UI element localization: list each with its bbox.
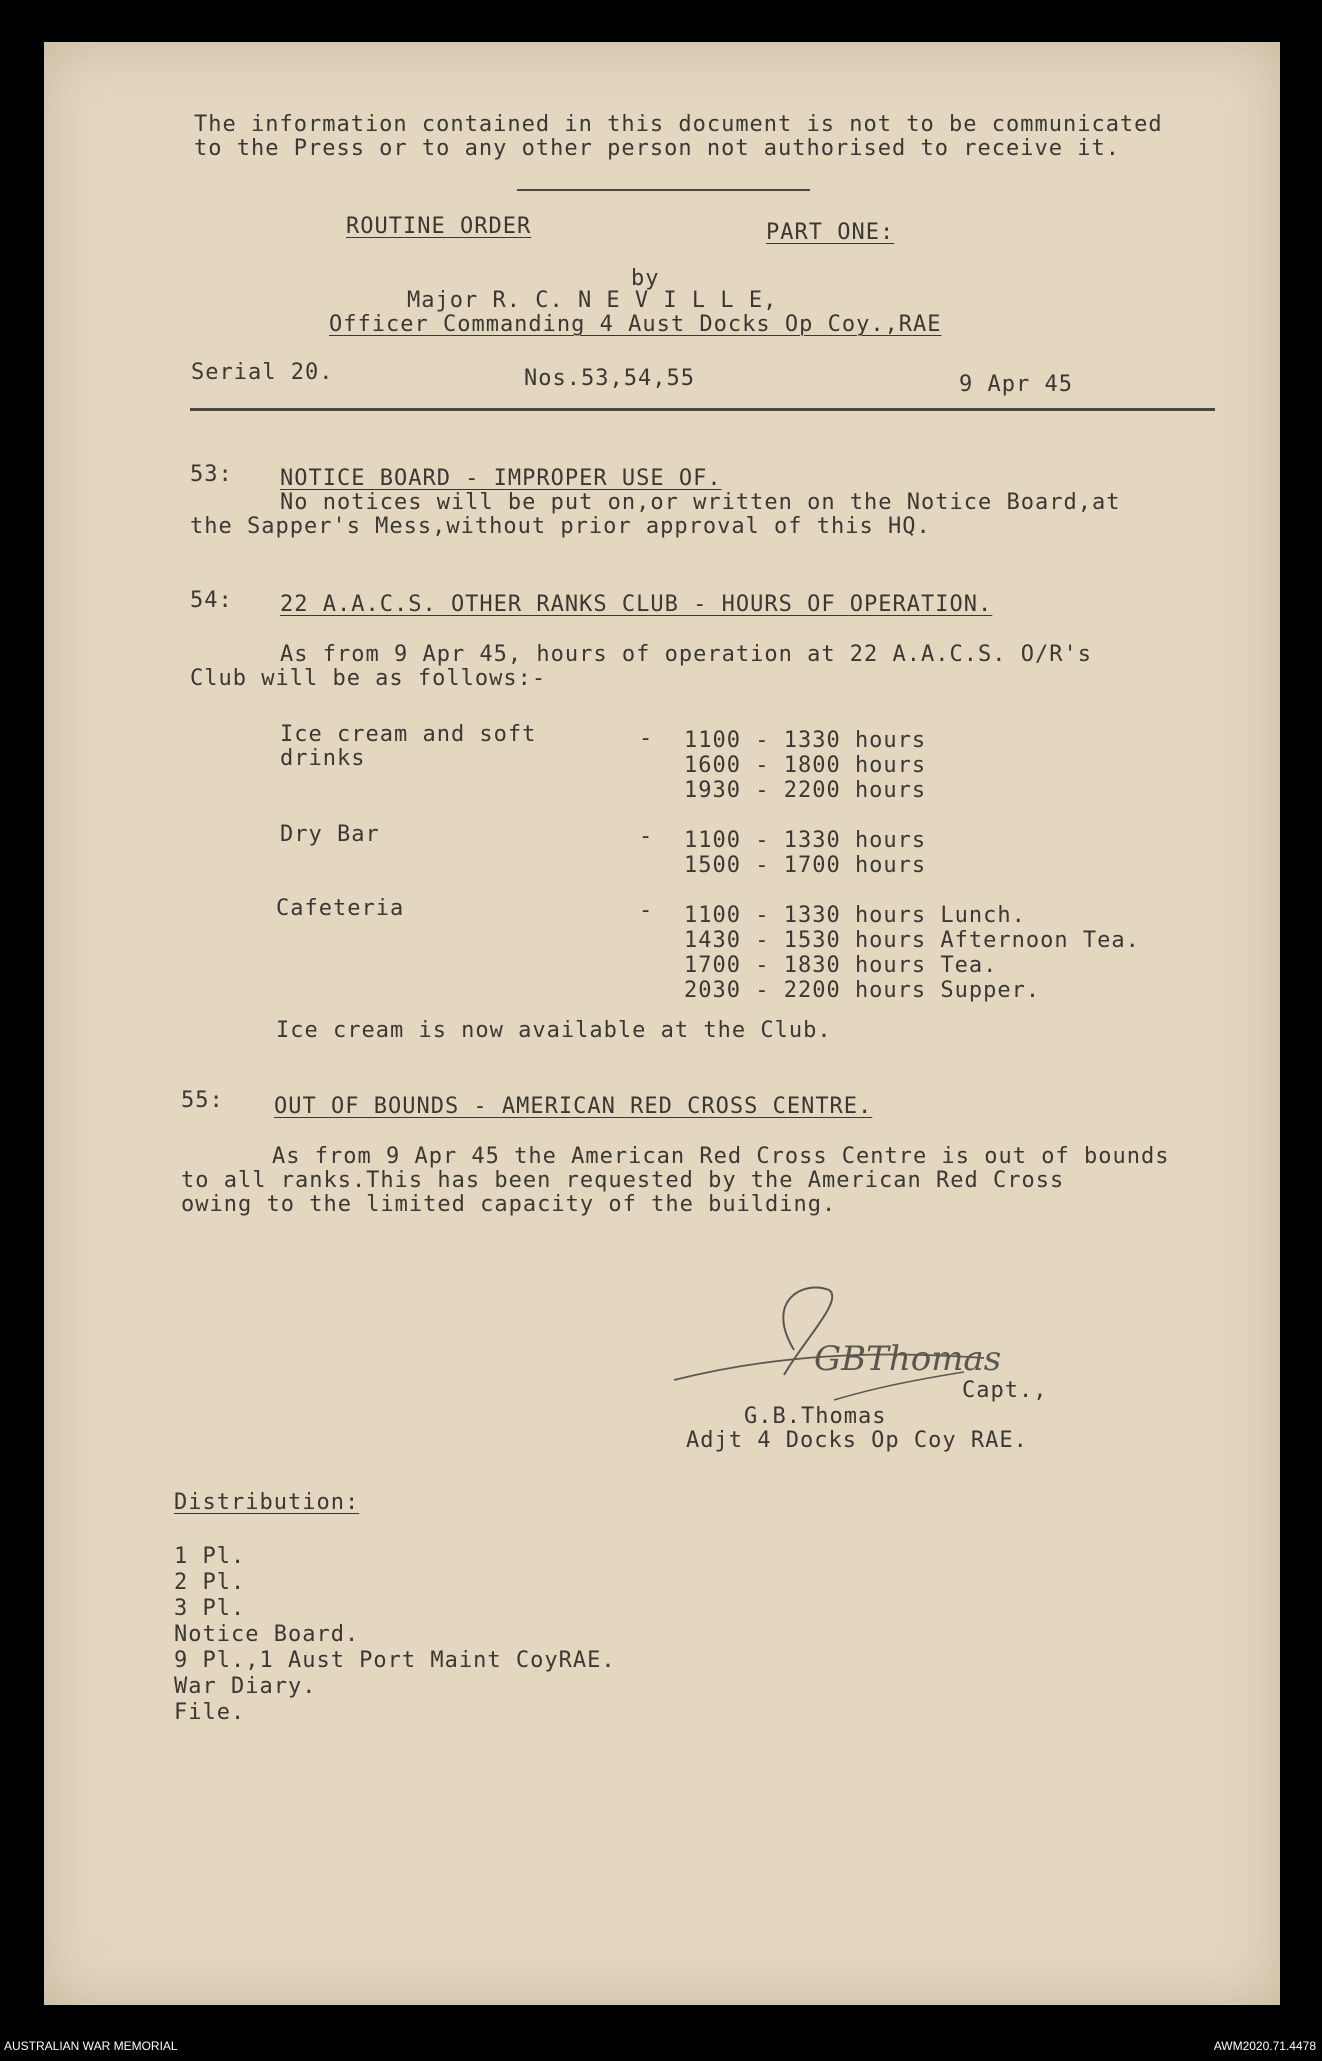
handwritten-signature bbox=[654, 1280, 1014, 1410]
officer-name: Major R. C. N E V I L L E, bbox=[407, 288, 778, 313]
distribution-item: 1 Pl. bbox=[174, 1544, 246, 1569]
distribution-item: 3 Pl. bbox=[174, 1596, 246, 1621]
title-part-one: PART ONE: bbox=[766, 220, 895, 245]
section-55-number: 55: bbox=[181, 1088, 224, 1113]
schedule-time: 1930 - 2200 hours bbox=[684, 778, 927, 803]
schedule-dash: - bbox=[639, 824, 654, 849]
signature-appointment: Adjt 4 Docks Op Coy RAE. bbox=[686, 1428, 1028, 1453]
title-routine-order: ROUTINE ORDER bbox=[346, 214, 532, 239]
signature-text: GBThomas bbox=[814, 1339, 1002, 1379]
schedule-time: 2030 - 2200 hours Supper. bbox=[684, 978, 1041, 1003]
section-54-closing: Ice cream is now available at the Club. bbox=[276, 1018, 832, 1043]
schedule-time: 1430 - 1530 hours Afternoon Tea. bbox=[684, 928, 1140, 953]
section-53-body-line-1: No notices will be put on,or written on the Notice Board,at bbox=[280, 490, 1121, 515]
order-date: 9 Apr 45 bbox=[959, 372, 1073, 397]
divider-long bbox=[190, 408, 1215, 411]
distribution-item: File. bbox=[174, 1700, 246, 1725]
section-55-body-line-2: to all ranks.This has been requested by the American Red Cross bbox=[181, 1168, 1065, 1193]
schedule-time: 1700 - 1830 hours Tea. bbox=[684, 953, 998, 978]
section-54-heading: 22 A.A.C.S. OTHER RANKS CLUB - HOURS OF OPERATION. bbox=[280, 592, 993, 617]
divider-short bbox=[517, 189, 810, 191]
section-53-number: 53: bbox=[190, 462, 233, 487]
section-54-body-line-2: Club will be as follows:- bbox=[190, 666, 547, 691]
schedule-label: Dry Bar bbox=[280, 822, 380, 847]
section-54-number: 54: bbox=[190, 588, 233, 613]
section-54-body-line-1: As from 9 Apr 45, hours of operation at 22 A.A.C.S. O/R's bbox=[280, 642, 1092, 667]
schedule-time: 1500 - 1700 hours bbox=[684, 853, 927, 878]
schedule-label: Ice cream and soft bbox=[280, 722, 537, 747]
security-notice-line-2: to the Press or to any other person not authorised to receive it. bbox=[194, 136, 1120, 161]
schedule-label: Cafeteria bbox=[276, 896, 405, 921]
distribution-item: 9 Pl.,1 Aust Port Maint CoyRAE. bbox=[174, 1648, 616, 1673]
schedule-time: 1100 - 1330 hours Lunch. bbox=[684, 903, 1026, 928]
distribution-item: War Diary. bbox=[174, 1674, 317, 1699]
schedule-dash: - bbox=[639, 726, 654, 751]
schedule-time: 1600 - 1800 hours bbox=[684, 753, 927, 778]
footer-credit: AUSTRALIAN WAR MEMORIAL bbox=[4, 2039, 178, 2053]
distribution-item: 2 Pl. bbox=[174, 1570, 246, 1595]
section-55-heading: OUT OF BOUNDS - AMERICAN RED CROSS CENTRE. bbox=[274, 1094, 873, 1119]
by-text: by bbox=[631, 266, 660, 291]
serial-number: Serial 20. bbox=[191, 360, 334, 385]
section-55-body-line-3: owing to the limited capacity of the building. bbox=[181, 1192, 837, 1217]
section-53-body-line-2: the Sapper's Mess,without prior approval of this HQ. bbox=[190, 514, 931, 539]
distribution-heading: Distribution: bbox=[174, 1490, 360, 1515]
officer-title: Officer Commanding 4 Aust Docks Op Coy.,RAE bbox=[329, 312, 942, 337]
schedule-dash: - bbox=[639, 898, 654, 923]
order-numbers: Nos.53,54,55 bbox=[524, 366, 695, 391]
section-53-heading: NOTICE BOARD - IMPROPER USE OF. bbox=[280, 466, 722, 491]
schedule-time: 1100 - 1330 hours bbox=[684, 728, 927, 753]
signature-name: G.B.Thomas bbox=[744, 1404, 887, 1429]
signature-rank: Capt., bbox=[962, 1378, 1048, 1403]
document-page bbox=[44, 42, 1280, 2005]
footer-accession: AWM2020.71.4478 bbox=[1213, 2039, 1316, 2053]
section-55-body-line-1: As from 9 Apr 45 the American Red Cross Centre is out of bounds bbox=[272, 1144, 1170, 1169]
security-notice-line-1: The information contained in this document is not to be communicated bbox=[194, 112, 1163, 137]
distribution-item: Notice Board. bbox=[174, 1622, 360, 1647]
schedule-time: 1100 - 1330 hours bbox=[684, 828, 927, 853]
schedule-label: drinks bbox=[280, 746, 366, 771]
